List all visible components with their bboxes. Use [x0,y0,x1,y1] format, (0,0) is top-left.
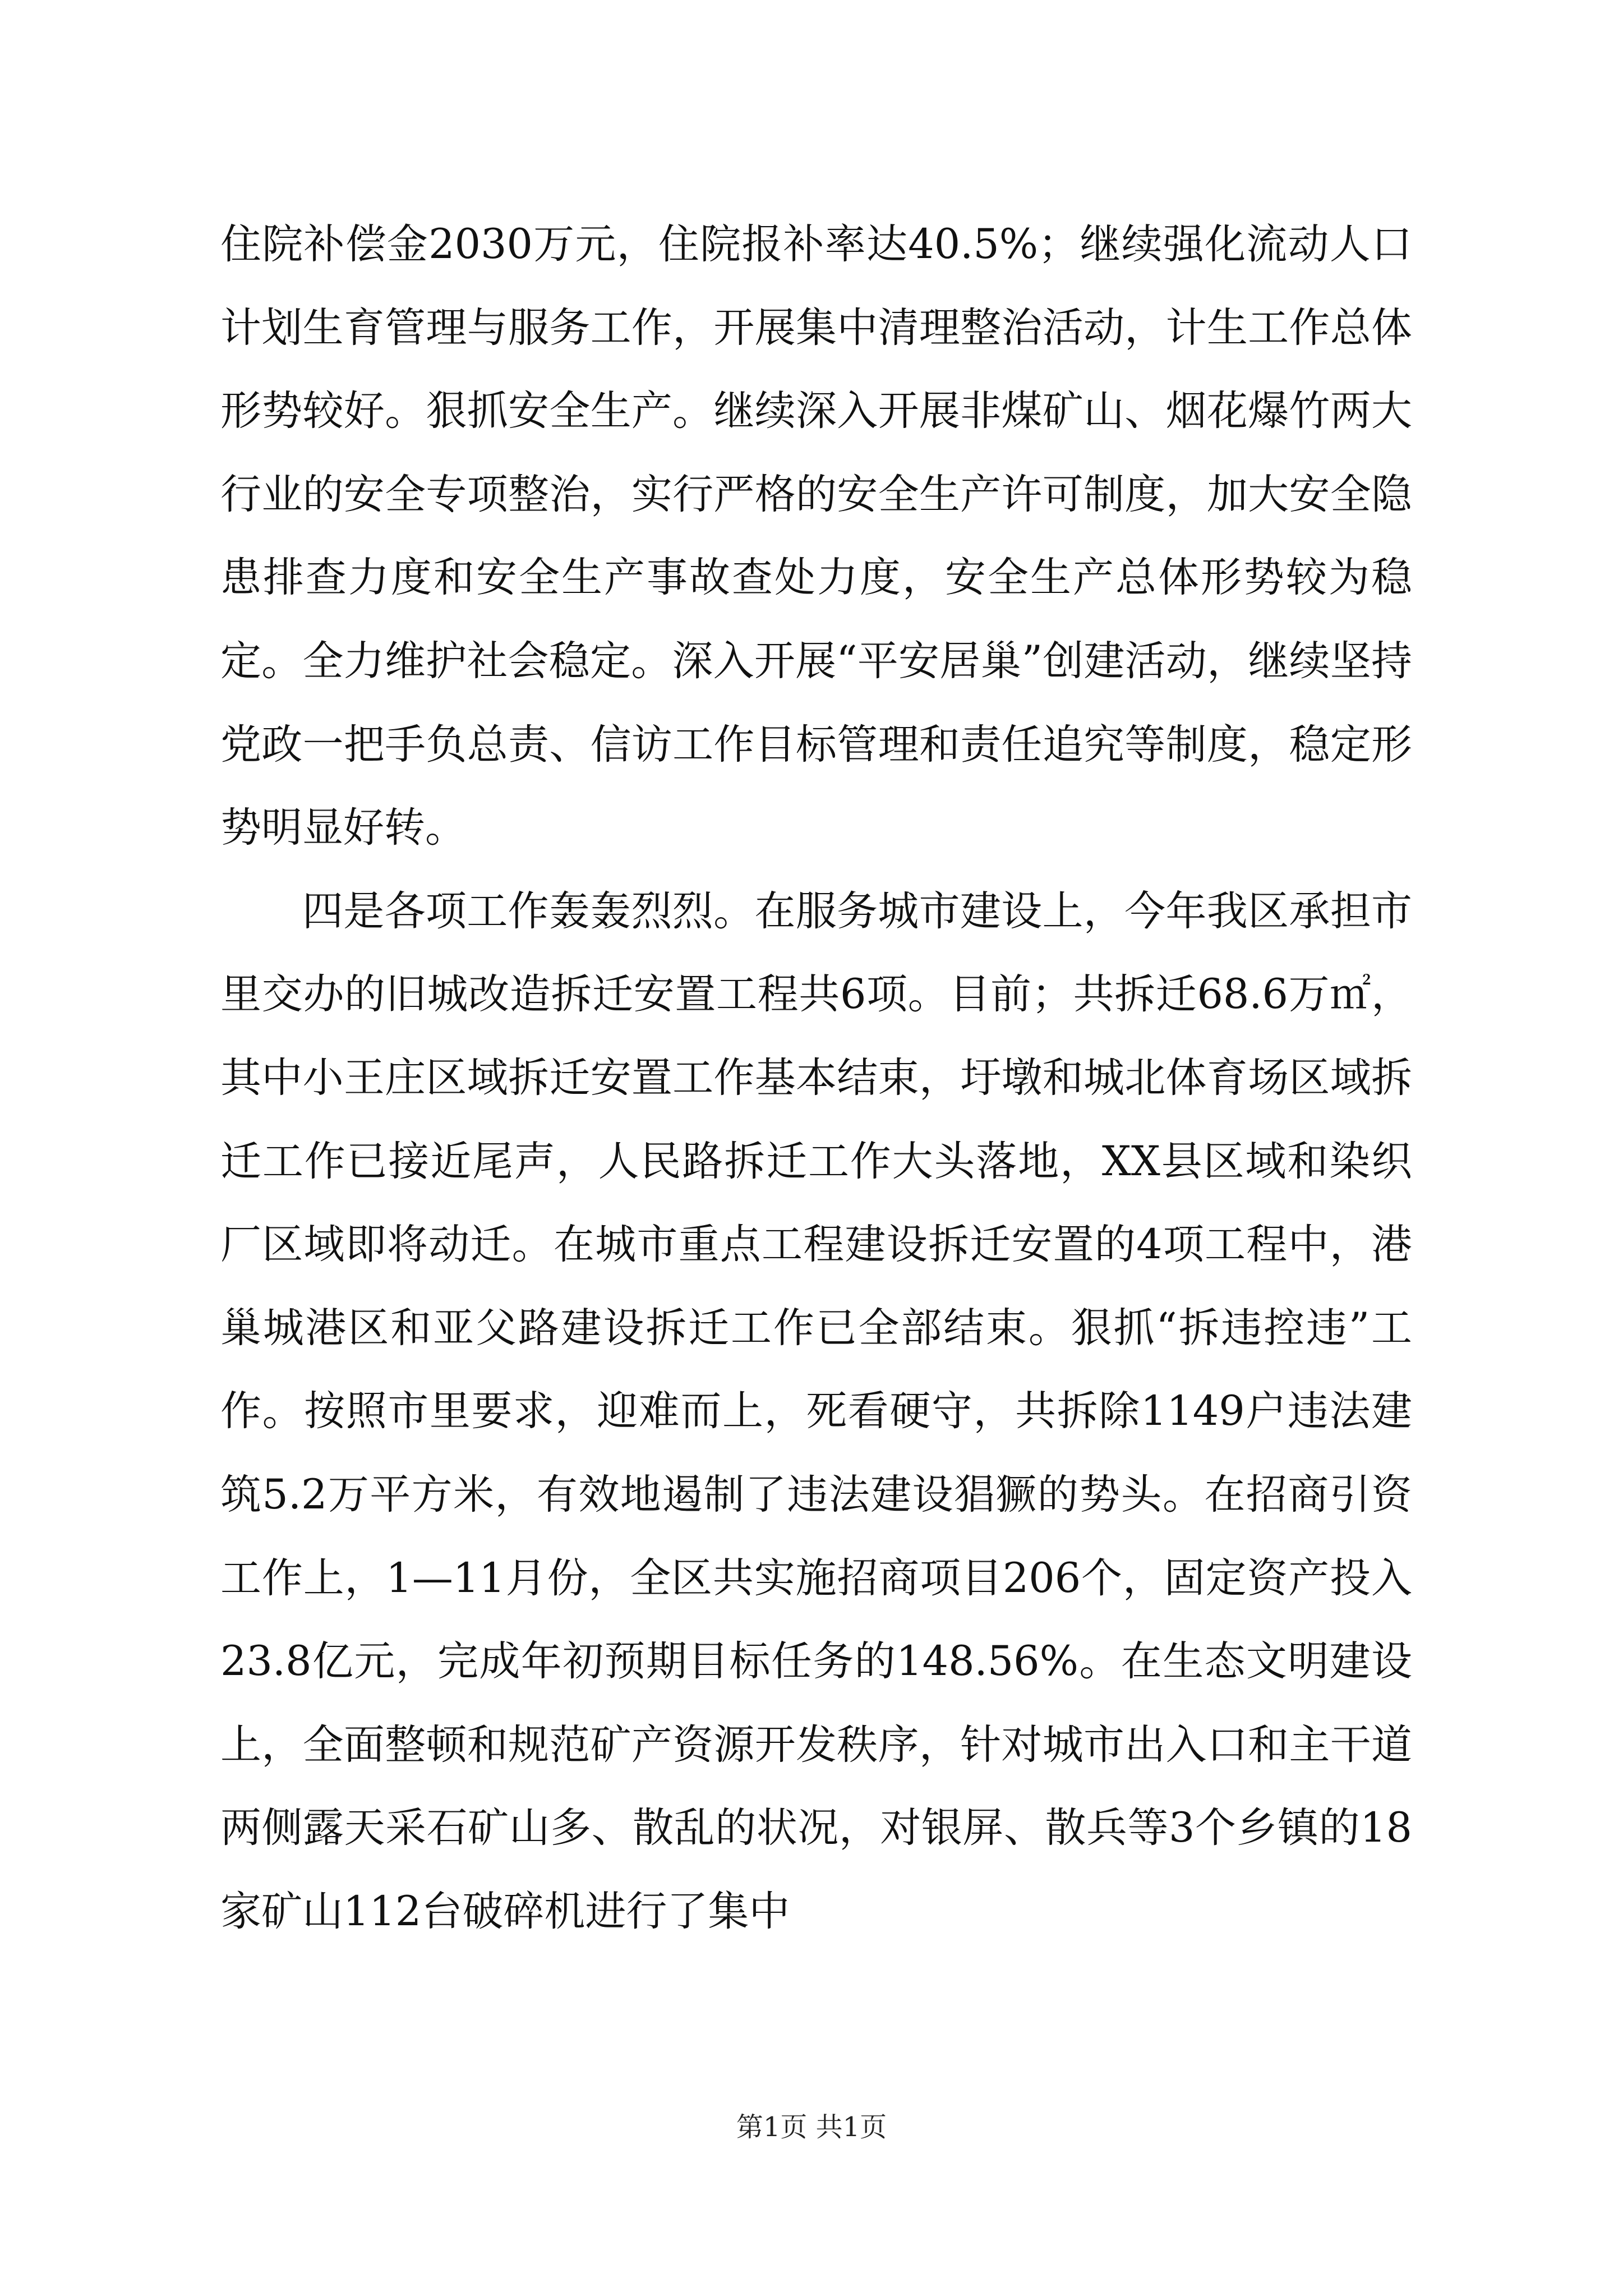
paragraph-1: 住院补偿金2030万元，住院报补率达40.5%；继续强化流动人口计划生育管理与服务工作，开展集中清理整治活动，计生工作总体形势较好。狠抓安全生产。继续深入开展非煤矿山、烟花爆竹两大行业的安全专项整治，实行严格的安全生产许可制度，加大安全隐患排查力度和安全生产事故查处力度，安全生产总体形势较为稳定。全力维护社会稳定。深入开展“平安居巢”创建活动，继续坚持党政一把手负总责、信访工作目标管理和责任追究等制度，稳定形势明显好转。 [220,220,1412,852]
paragraph-2: 四是各项工作轰轰烈烈。在服务城市建设上，今年我区承担市里交办的旧城改造拆迁安置工程共6项。目前；共拆迁68.6万㎡，其中小王庄区域拆迁安置工作基本结束，圩墩和城北体育场区域拆迁工作已接近尾声，人民路拆迁工作大头落地，XX县区域和染织厂区域即将动迁。在城市重点工程建设拆迁安置的4项工程中，港巢城港区和亚父路建设拆迁工作已全部结束。狠抓“拆违控违”工作。按照市里要求，迎难而上，死看硬守，共拆除1149户违法建筑5.2万平方米，有效地遏制了违法建设猖獗的势头。在招商引资工作上，1—11月份，全区共实施招商项目206个，固定资产投入23.8亿元，完成年初预期目标任务的148.56%。在生态文明建设上，全面整顿和规范矿产资源开发秩序，针对城市出入口和主干道两侧露天采石矿山多、散乱的状况，对银屏、散兵等3个乡镇的18家矿山112台破碎机进行了集中 [220,887,1412,1935]
document-body [220,203,1412,1953]
page-footer: 第1页 共1页 [736,2111,887,2143]
